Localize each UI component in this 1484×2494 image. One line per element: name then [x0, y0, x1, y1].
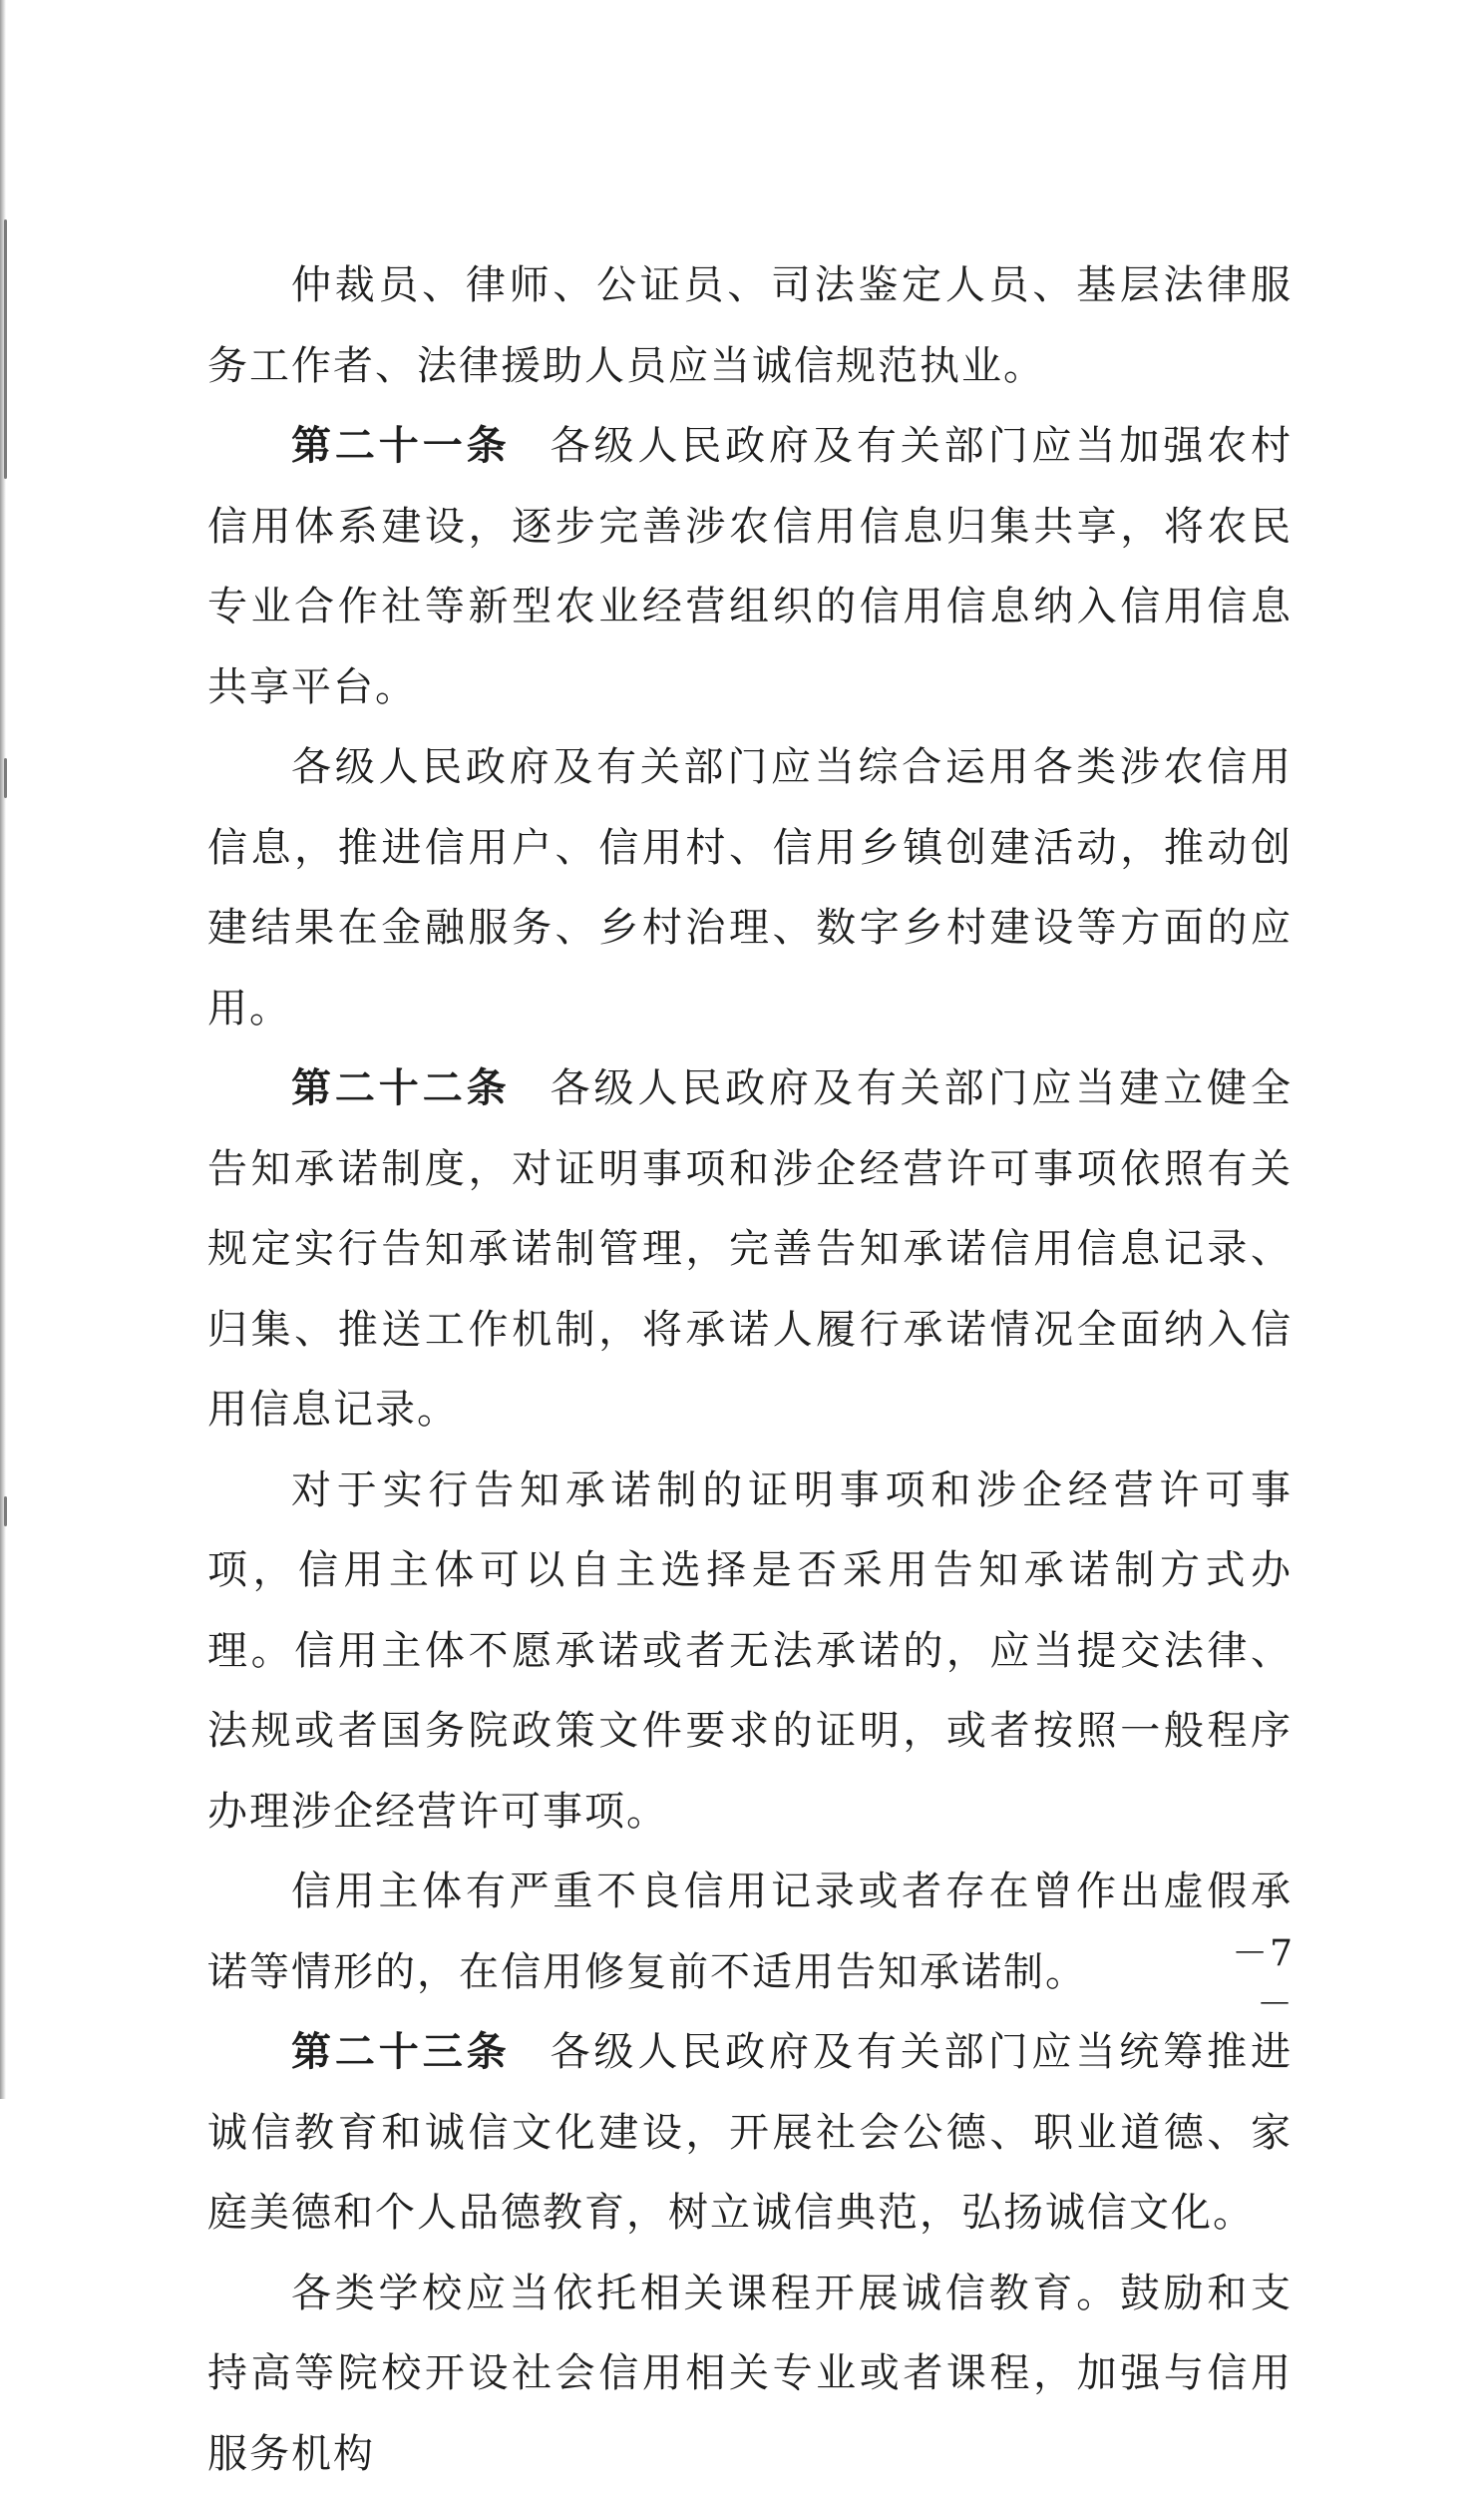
- paragraph-text: 各级人民政府及有关部门应当加强农村信用体系建设，逐步完善涉农信用信息归集共享，将农民专业合作社等新型农业经营组织的信用信息纳入信用信息共享平台。: [207, 423, 1293, 710]
- article-21: [207, 406, 1293, 727]
- paragraph-text: 各级人民政府及有关部门应当综合运用各类涉农信用信息，推进信用户、信用村、信用乡镇创建活动，推动创建结果在金融服务、乡村治理、数字乡村建设等方面的应用。: [207, 744, 1293, 1032]
- scan-mark: [4, 219, 7, 479]
- paragraph-text: 对于实行告知承诺制的证明事项和涉企经营许可事项，信用主体可以自主选择是否采用告知承诺制方式办理。信用主体不愿承诺或者无法承诺的，应当提交法律、法规或者国务院政策文件要求的证明，或者按照一般程序办理涉企经营许可事项。: [207, 1467, 1293, 1835]
- paragraph-text: 各类学校应当依托相关课程开展诚信教育。鼓励和支持高等院校开设社会信用相关专业或者课程，加强与信用服务机构: [207, 2271, 1293, 2477]
- paragraph-3: [207, 727, 1293, 1048]
- page-number: －7－: [1215, 1925, 1295, 2027]
- scan-mark: [4, 758, 7, 798]
- article-23: [207, 2012, 1293, 2254]
- paragraph-text: 各级人民政府及有关部门应当建立健全告知承诺制度，对证明事项和涉企经营许可事项依照有关规定实行告知承诺制管理，完善告知承诺信用信息记录、归集、推送工作机制，将承诺人履行承诺情况全面纳入信用信息记录。: [207, 1065, 1293, 1433]
- document-body: [207, 245, 1293, 2494]
- article-label: 第二十一条: [291, 422, 511, 469]
- article-22: [207, 1048, 1293, 1451]
- scan-mark: [4, 1496, 7, 1526]
- paragraph-1: [207, 245, 1293, 406]
- paragraph-8: [207, 2254, 1293, 2494]
- paragraph-text: 各级人民政府及有关部门应当统筹推进诚信教育和诚信文化建设，开展社会公德、职业道德、家庭美德和个人品德教育，树立诚信典范，弘扬诚信文化。: [207, 2029, 1293, 2236]
- paragraph-text: 信用主体有严重不良信用记录或者存在曾作出虚假承诺等情形的，在信用修复前不适用告知承诺制。: [207, 1869, 1293, 1995]
- paragraph-6: [207, 1852, 1293, 2012]
- article-label: 第二十三条: [291, 2028, 511, 2075]
- paragraph-text: 仲裁员、律师、公证员、司法鉴定人员、基层法律服务工作者、法律援助人员应当诚信规范执业。: [207, 262, 1293, 389]
- article-label: 第二十二条: [291, 1064, 511, 1111]
- paragraph-5: [207, 1451, 1293, 1853]
